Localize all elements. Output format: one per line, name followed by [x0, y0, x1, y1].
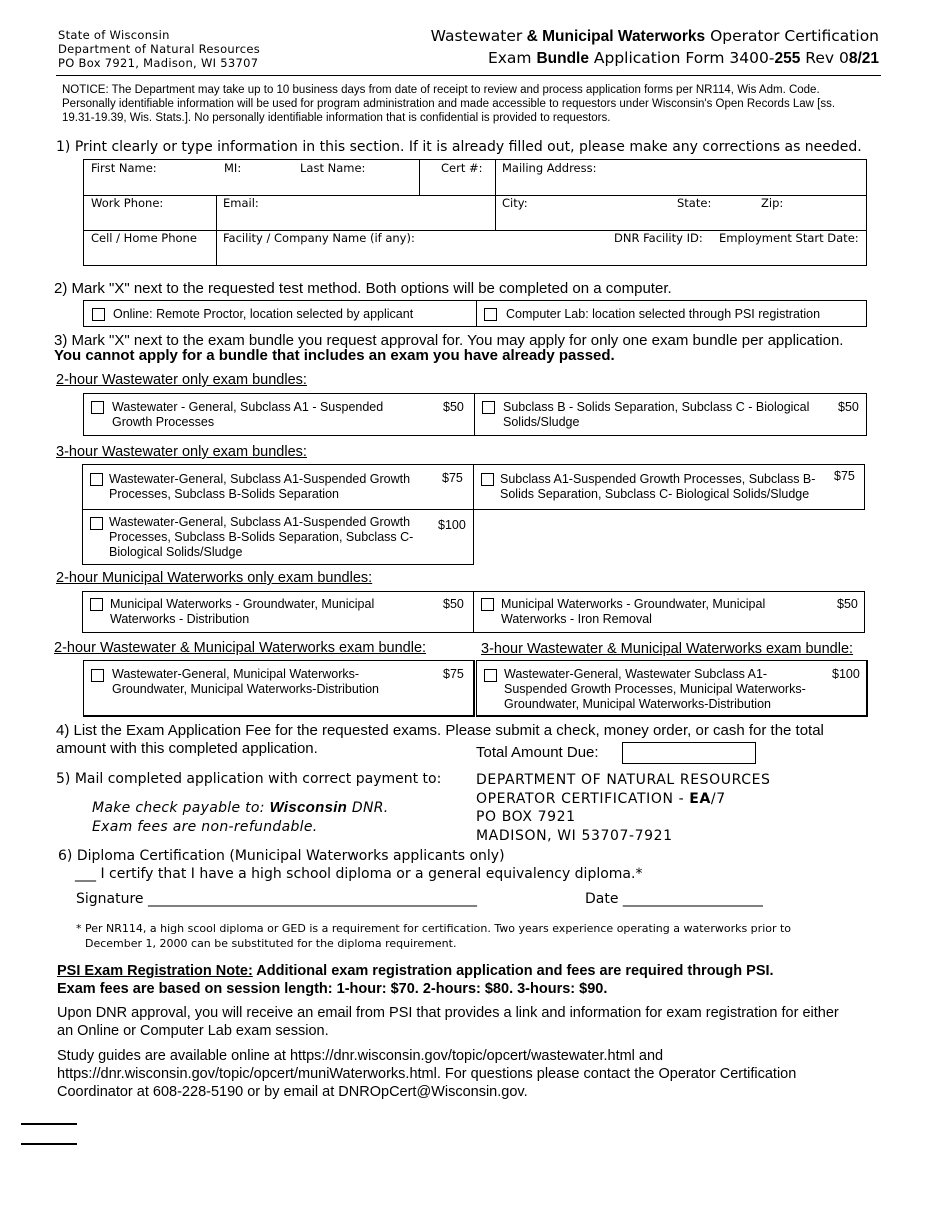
psi-approval-text: Upon DNR approval, you will receive an email from PSI that provides a link and information for exam registration for either an Online or Computer Lab exam session. [57, 1005, 839, 1039]
address-line-2: OPERATOR CERTIFICATION - EA/7 [476, 790, 726, 807]
total-amount-field[interactable] [622, 742, 756, 764]
ww3-option-1-checkbox[interactable] [90, 473, 103, 486]
address-line-1: DEPARTMENT OF NATURAL RESOURCES [476, 772, 771, 788]
psi-note: PSI Exam Registration Note: Additional exam registration application and fees are required through PSI. Exam fees are based on session length: 1-hour: $70. 2-hours: $80. 3-hours: $90. [57, 963, 774, 997]
ww2-option-2 [474, 393, 867, 436]
mi-label: MI: [224, 161, 242, 175]
ww3-option-1-label: Wastewater-General, Subclass A1-Suspended Growth Processes, Subclass B-Solids Separation [109, 472, 411, 501]
facility-field[interactable] [217, 231, 866, 265]
cell-phone-field[interactable] [84, 231, 216, 265]
online-option-label: Online: Remote Proctor, location selected by applicant [113, 307, 414, 321]
test-method-box [83, 300, 867, 327]
mw2-option-2 [473, 591, 865, 633]
section-4-instruction: 4) List the Exam Application Fee for the requested exams. Please submit a check, money order, or cash for the total amount with this completed application. [56, 722, 824, 757]
form-title: Wastewater & Municipal Waterworks Operator Certification [430, 27, 879, 45]
zip-label: Zip: [761, 196, 784, 210]
section-6-instruction: 6) Diploma Certification (Municipal Waterworks applicants only) [58, 848, 505, 864]
agency-line-1: State of Wisconsin [58, 28, 170, 42]
combo3-option-checkbox[interactable] [484, 669, 497, 682]
footer-rule-1 [21, 1123, 77, 1125]
notice: NOTICE: The Department may take up to 10 business days from date of receipt to review and process application forms per NR114, Wis Adm. Code. Personally identifiable information will be used for program administration and made accessible to requestors under Wisconsin's Open Records Law [ss. 19.31-19.39, Wis. Stats.]. No personally identifiable information that is confidential is provided to requestors. [62, 84, 836, 124]
first-name-field[interactable] [84, 160, 419, 195]
mw2-option-1-checkbox[interactable] [90, 598, 103, 611]
personal-info-grid [83, 159, 867, 266]
mw2-heading: 2-hour Municipal Waterworks only exam bundles: [56, 570, 373, 586]
ww3-option-3-price: $100 [438, 518, 466, 532]
form-subtitle: Exam Bundle Application Form 3400-255 Rev 08/21 [487, 49, 879, 67]
ww3-option-2-label: Subclass A1-Suspended Growth Processes, Subclass B-Solids Separation, Subclass C- Biological Solids/Sludge [500, 472, 816, 501]
ww3-option-2 [473, 464, 865, 510]
address-line-4: MADISON, WI 53707-7921 [476, 827, 673, 844]
city-label: City: [502, 196, 528, 210]
mw2-option-2-price: $50 [837, 597, 858, 611]
ww2-option-1-checkbox[interactable] [91, 401, 104, 414]
ww3-option-3-label: Wastewater-General, Subclass A1-Suspended Growth Processes, Subclass B-Solids Separation, Subclass C-Biological Solids/Sludge [109, 515, 414, 559]
diploma-footnote: * Per NR114, a high scool diploma or GED is a requirement for certification. Two years experience operating a waterworks prior to December 1, 2000 can be substituted for the diploma requirement. [76, 922, 792, 950]
computer-lab-option-label: Computer Lab: location selected through PSI registration [506, 307, 821, 321]
online-checkbox[interactable] [92, 308, 105, 321]
ww3-option-2-checkbox[interactable] [481, 473, 494, 486]
mw2-option-2-checkbox[interactable] [481, 598, 494, 611]
footer-rule-2 [21, 1143, 77, 1145]
header-rule [56, 75, 881, 76]
ww2-heading: 2-hour Wastewater only exam bundles: [56, 372, 307, 388]
section-3-instruction: 3) Mark "X" next to the exam bundle you request approval for. You may apply for only one exam bundle per application. [54, 332, 844, 349]
cert-label: Cert #: [441, 161, 483, 175]
ww3-option-2-price: $75 [834, 469, 855, 483]
work-phone-label: Work Phone: [91, 196, 164, 210]
section-2-instruction: 2) Mark "X" next to the requested test method. Both options will be completed on a computer. [54, 280, 672, 297]
ww3-option-1-price: $75 [442, 471, 463, 485]
city-state-zip-field[interactable] [496, 196, 866, 230]
cert-field[interactable] [420, 160, 495, 195]
mailing-address-label: Mailing Address: [502, 161, 597, 175]
combo3-option [476, 660, 868, 717]
address-line-3: PO BOX 7921 [476, 809, 576, 825]
ww2-option-1-price: $50 [443, 400, 464, 414]
mailing-address-field[interactable] [496, 160, 866, 195]
ww2-option-2-checkbox[interactable] [482, 401, 495, 414]
cell-phone-label: Cell / Home Phone [91, 231, 197, 245]
ww2-option-1 [83, 393, 475, 436]
signature-line[interactable]: Signature _______________________________________________ [76, 891, 477, 907]
agency-line-3: PO Box 7921, Madison, WI 53707 [58, 56, 259, 70]
total-amount-label: Total Amount Due: [476, 744, 599, 761]
study-guides-text: Study guides are available online at https://dnr.wisconsin.gov/topic/opcert/wastewater.html and https://dnr.wisconsin.gov/topic/opcert/muniWaterworks.html. For questions please contact the Operator Certification Coordinator at 608-228-5190 or by email at DNROpCert@Wisconsin.gov. [57, 1048, 797, 1100]
combo3-option-label: Wastewater-General, Wastewater Subclass A1-Suspended Growth Processes, Municipal Waterworks-Groundwater, Municipal Waterworks-Distribution [504, 667, 806, 711]
combo2-heading: 2-hour Wastewater & Municipal Waterworks exam bundle: [54, 640, 427, 656]
computer-lab-checkbox[interactable] [484, 308, 497, 321]
mw2-option-1-price: $50 [443, 597, 464, 611]
section-5-instruction: 5) Mail completed application with correct payment to: [56, 771, 442, 787]
combo2-option [83, 660, 475, 717]
ww2-option-1-label: Wastewater - General, Subclass A1 - Suspended Growth Processes [112, 400, 384, 429]
mailing-address-block [476, 771, 771, 845]
section-3-warning: You cannot apply for a bundle that includes an exam you have already passed. [54, 347, 615, 364]
state-label: State: [677, 196, 712, 210]
combo3-heading: 3-hour Wastewater & Municipal Waterworks exam bundle: [481, 641, 854, 657]
mw2-option-1 [82, 591, 474, 633]
email-field[interactable] [217, 196, 495, 230]
section-1-instruction: 1) Print clearly or type information in this section. If it is already filled out, please make any corrections as needed. [56, 139, 862, 155]
facility-label: Facility / Company Name (if any): [223, 231, 415, 245]
mw2-option-2-label: Municipal Waterworks - Groundwater, Municipal Waterworks - Iron Removal [501, 597, 766, 626]
mw2-option-1-label: Municipal Waterworks - Groundwater, Municipal Waterworks - Distribution [110, 597, 375, 626]
facility-id-label: DNR Facility ID: [614, 231, 703, 245]
start-date-label: Employment Start Date: [719, 231, 859, 245]
diploma-certify-line[interactable]: ___ I certify that I have a high school diploma or a general equivalency diploma.* [75, 866, 643, 882]
ww3-option-1 [82, 464, 474, 510]
nonrefundable-note: Exam fees are non-refundable. [92, 819, 318, 835]
combo2-option-checkbox[interactable] [91, 669, 104, 682]
combo2-option-price: $75 [443, 667, 464, 681]
ww2-option-2-price: $50 [838, 400, 859, 414]
last-name-label: Last Name: [300, 161, 366, 175]
payable-note: Make check payable to: Wisconsin DNR. [92, 799, 389, 816]
email-label: Email: [223, 196, 259, 210]
date-line[interactable]: Date ____________________ [585, 891, 763, 907]
work-phone-field[interactable] [84, 196, 216, 230]
agency-block [58, 28, 260, 70]
combo2-option-label: Wastewater-General, Municipal Waterworks-Groundwater, Municipal Waterworks-Distribution [112, 667, 379, 696]
agency-line-2: Department of Natural Resources [58, 42, 261, 56]
ww2-option-2-label: Subclass B - Solids Separation, Subclass C - Biological Solids/Sludge [503, 400, 810, 429]
ww3-heading: 3-hour Wastewater only exam bundles: [56, 444, 307, 460]
combo3-option-price: $100 [832, 667, 860, 681]
ww3-option-3 [82, 509, 474, 565]
ww3-option-3-checkbox[interactable] [90, 517, 103, 530]
first-name-label: First Name: [91, 161, 157, 175]
